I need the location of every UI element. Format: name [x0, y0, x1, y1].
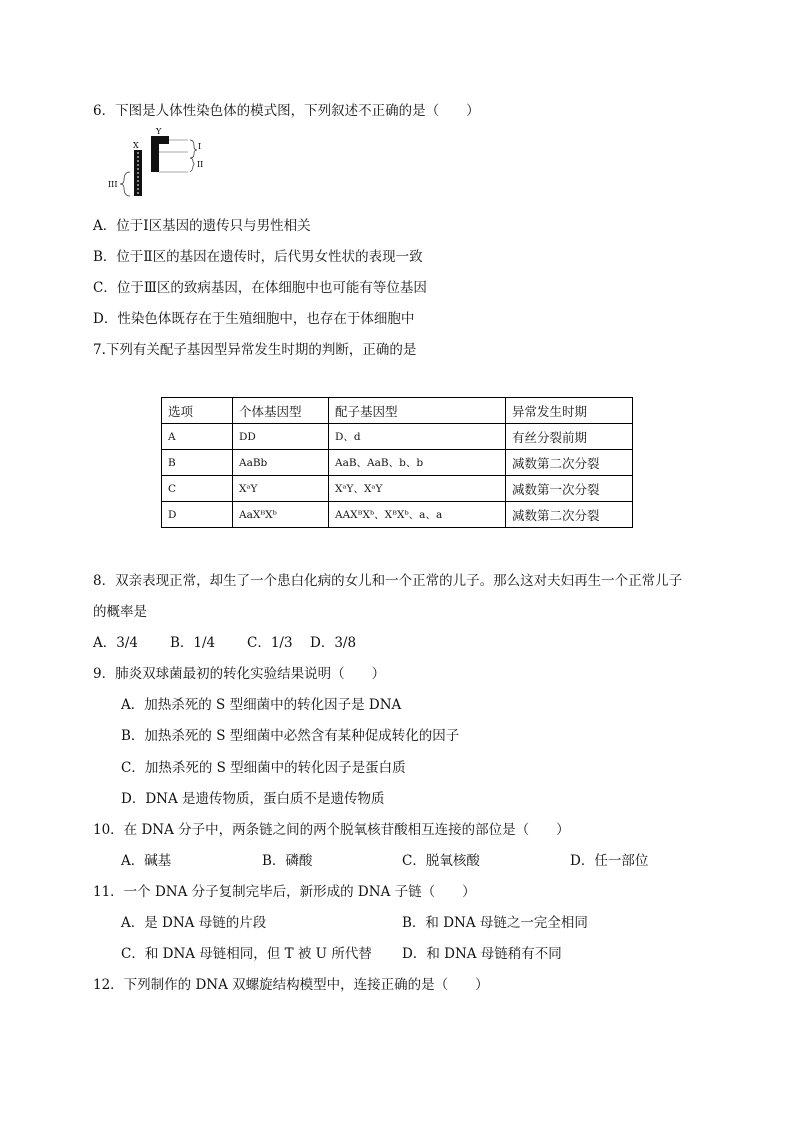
q10-option-c: C．脱氧核酸: [402, 853, 480, 869]
q11-option-c: C．和 DNA 母链相同，但 T 被 U 所代替: [121, 946, 372, 962]
table-cell: C: [162, 476, 233, 502]
table-row: [162, 424, 633, 450]
table-header: 异常发生时期: [506, 398, 633, 424]
q12-stem: 12．下列制作的 DNA 双螺旋结构模型中，连接正确的是（ ）: [93, 977, 489, 993]
table-cell: D: [162, 502, 233, 528]
table-header: 配子基因型: [329, 398, 506, 424]
q8-stem-line1: 8．双亲表现正常，却生了一个患白化病的女儿和一个正常的儿子。那么这对夫妇再生一个正常儿子: [93, 573, 683, 589]
table-cell: AAXᴮXᵇ、XᴮXᵇ、a、a: [329, 502, 506, 528]
table-cell: A: [162, 424, 233, 450]
q10-stem: 10．在 DNA 分子中，两条链之间的两个脱氧核苷酸相互连接的部位是（ ）: [93, 822, 570, 838]
region-2-label: II: [197, 160, 204, 169]
table-cell: AaBb: [233, 450, 329, 476]
table-cell: XᵃY: [233, 476, 329, 502]
q10-option-d: D．任一部位: [570, 853, 649, 869]
q10-option-a: A．碱基: [121, 853, 172, 869]
table-cell: B: [162, 450, 233, 476]
table-header: 个体基因型: [233, 398, 329, 424]
table-cell: 减数第二次分裂: [506, 502, 633, 528]
q6-option-a: A．位于Ⅰ区基因的遗传只与男性相关: [93, 218, 311, 234]
sex-chromosome-figure: [108, 128, 218, 198]
q9-option-a: A．加热杀死的 S 型细菌中的转化因子是 DNA: [121, 697, 402, 713]
q11-stem: 11．一个 DNA 分子复制完毕后，新形成的 DNA 子链（ ）: [93, 884, 476, 900]
table-row: [162, 450, 633, 476]
q8-option-b: B．1/4: [170, 635, 216, 651]
table-cell: DD: [233, 424, 329, 450]
table-row: [162, 502, 633, 528]
q7-stem: 7.下列有关配子基因型异常发生时期的判断，正确的是: [93, 342, 417, 358]
table-cell: 减数第二次分裂: [506, 450, 633, 476]
q9-stem: 9．肺炎双球菌最初的转化实验结果说明（ ）: [93, 666, 386, 682]
q11-option-b: B．和 DNA 母链之一完全相同: [402, 915, 588, 931]
table-cell: 有丝分裂前期: [506, 424, 633, 450]
table-cell: AaXᴮXᵇ: [233, 502, 329, 528]
q8-stem-line2: 的概率是: [93, 604, 147, 620]
q6-stem: 6．下图是人体性染色体的模式图，下列叙述不正确的是（ ）: [93, 103, 480, 119]
table-header: 选项: [162, 398, 233, 424]
q8-option-d: D．3/8: [310, 635, 357, 651]
table-row: [162, 476, 633, 502]
table-cell: D、d: [329, 424, 506, 450]
region-3-label: III: [108, 180, 118, 189]
table-header-row: [162, 398, 633, 424]
q11-option-d: D．和 DNA 母链稍有不同: [402, 946, 562, 962]
q9-option-b: B．加热杀死的 S 型细菌中必然含有某种促成转化的因子: [121, 728, 460, 744]
q9-option-d: D．DNA 是遗传物质，蛋白质不是遗传物质: [121, 791, 385, 807]
table-cell: 减数第一次分裂: [506, 476, 633, 502]
q11-option-a: A．是 DNA 母链的片段: [121, 915, 267, 931]
table-cell: AaB、AaB、b、b: [329, 450, 506, 476]
x-label: X: [133, 141, 139, 150]
genotype-table: [161, 397, 633, 528]
q10-option-b: B．磷酸: [262, 853, 313, 869]
q8-option-a: A．3/4: [93, 635, 138, 651]
q8-option-c: C．1/3: [247, 635, 293, 651]
q6-option-b: B．位于Ⅱ区的基因在遗传时，后代男女性状的表现一致: [93, 249, 423, 265]
y-label: Y: [156, 128, 162, 136]
q6-option-d: D．性染色体既存在于生殖细胞中，也存在于体细胞中: [93, 311, 415, 327]
q9-option-c: C．加热杀死的 S 型细菌中的转化因子是蛋白质: [121, 760, 406, 776]
region-1-label: I: [198, 142, 202, 151]
table-cell: XᵃY、XᵃY: [329, 476, 506, 502]
q6-option-c: C．位于Ⅲ区的致病基因，在体细胞中也可能有等位基因: [93, 280, 427, 296]
